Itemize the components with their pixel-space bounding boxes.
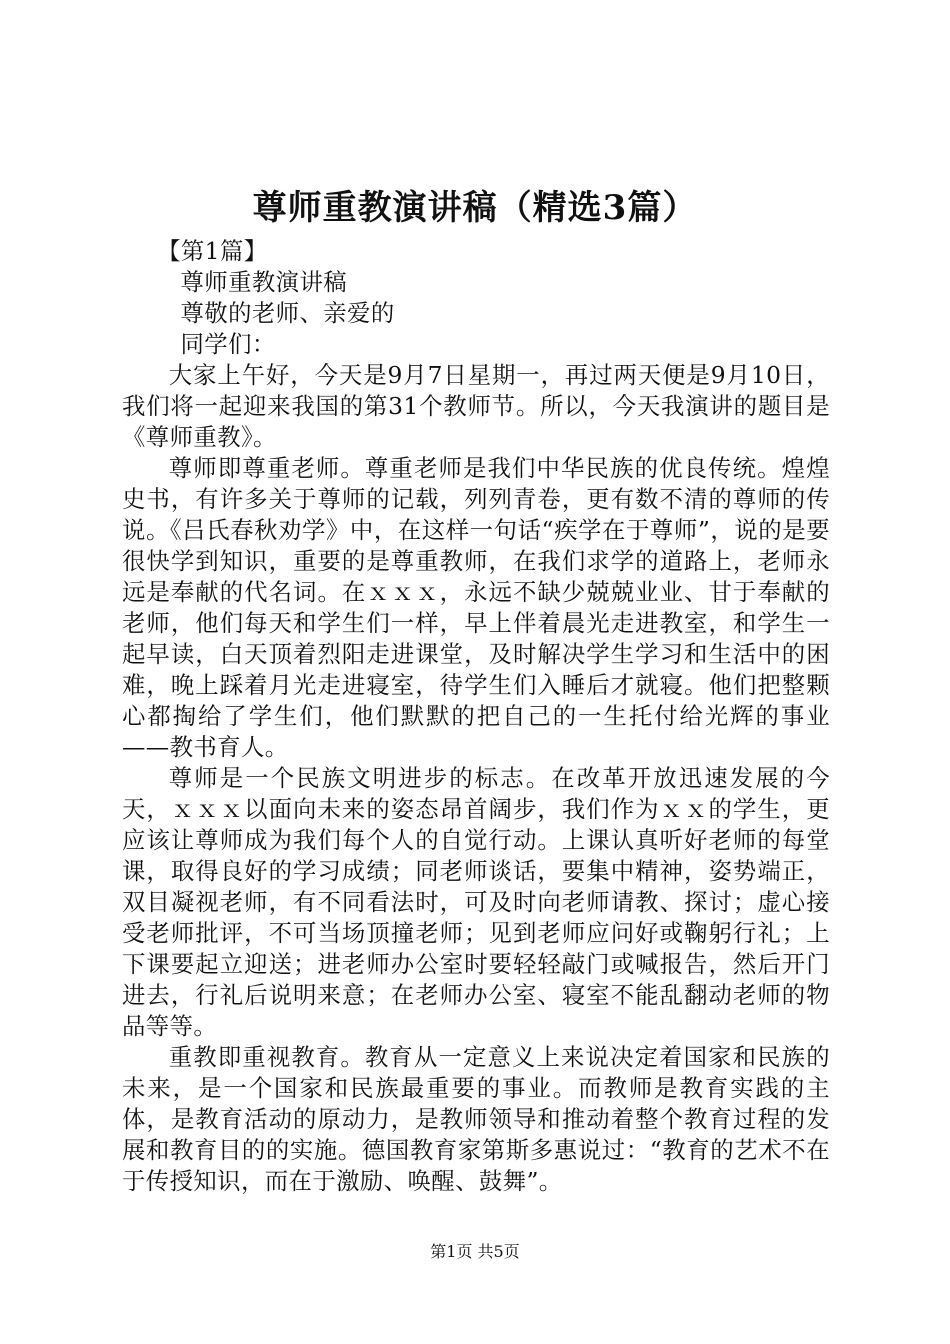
paragraph-2: 尊师即尊重老师。尊重老师是我们中华民族的优良传统。煌煌史书，有许多关于尊师的记载，列列青卷，更有数不清的尊师的传说。《吕氏春秋劝学》中，在这样一句话“疾学在于尊师”，说的是要很快学到知识，重要的是尊重教师，在我们求学的道路上，老师永远是奉献的代名词。在ｘｘｘ，永远不缺少兢兢业业、甘于奉献的老师，他们每天和学生们一样，早上伴着晨光走进教室，和学生一起早读，白天顶着烈阳走进课堂，及时解决学生学习和生活中的困难，晚上踩着月光走进寝室，待学生们入睡后才就寝。他们把整颗心都掏给了学生们，他们默默的把自己的一生托付给光辉的事业——教书育人。 [122, 454, 830, 761]
paragraph-3: 尊师是一个民族文明进步的标志。在改革开放迅速发展的今天，ｘｘｘ以面向未来的姿态昂首阔步，我们作为ｘｘ的学生，更应该让尊师成为我们每个人的自觉行动。上课认真听好老师的每堂课，取得良好的学习成绩；同老师谈话，要集中精神，姿势端正，双目凝视老师，有不同看法时，可及时向老师请教、探讨；虚心接受老师批评，不可当场顶撞老师；见到老师应问好或鞠躬行礼；上下课要起立迎送；进老师办公室时要轻轻敲门或喊报告，然后开门进去，行礼后说明来意；在老师办公室、寝室不能乱翻动老师的物品等等。 [122, 764, 830, 1040]
paragraph-1: 大家上午好，今天是9月7日星期一，再过两天便是9月10日，我们将一起迎来我国的第31个教师节。所以，今天我演讲的题目是《尊师重教》。 [122, 361, 830, 451]
page-indicator: 第1页 共5页 [430, 1242, 520, 1261]
greeting-line-2: 同学们： [180, 330, 276, 358]
section-label: 【第1篇】 [157, 237, 268, 265]
paragraph-4: 重教即重视教育。教育从一定意义上来说决定着国家和民族的未来，是一个国家和民族最重要的事业。而教师是教育实践的主体，是教育活动的原动力，是教师领导和推动着整个教育过程的发展和教育目的的实施。德国教育家第斯多惠说过：“教育的艺术不在于传授知识，而在于激励、唤醒、鼓舞”。 [122, 1043, 830, 1195]
speech-title: 尊师重教演讲稿 [180, 268, 348, 296]
greeting-line-1: 尊敬的老师、亲爱的 [180, 299, 395, 327]
document-title: 尊师重教演讲稿（精选3篇） [252, 188, 698, 228]
document-body [122, 236, 830, 1197]
